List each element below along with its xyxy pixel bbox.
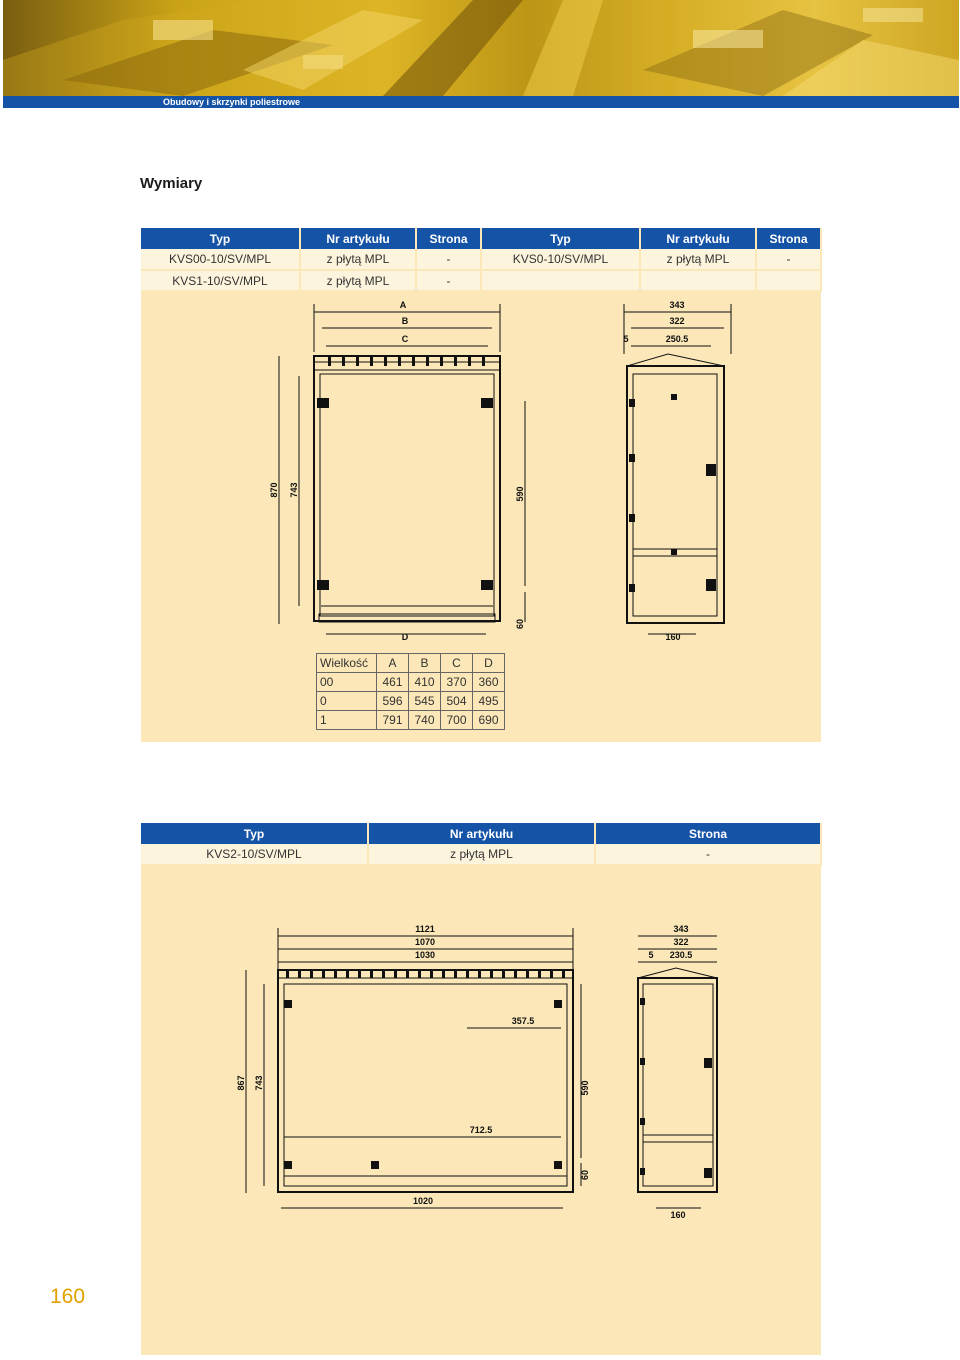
header-strip	[3, 96, 959, 108]
table-cell	[640, 270, 756, 291]
dim-label: 712.5	[469, 1125, 493, 1135]
table-cell: 0	[317, 692, 377, 711]
table-cell: 690	[473, 711, 505, 730]
table-cell: 596	[377, 692, 409, 711]
page-number: 160	[50, 1285, 86, 1308]
table-cell: 504	[441, 692, 473, 711]
panel-kvs2	[141, 823, 821, 1355]
dim-label: 322	[669, 316, 685, 326]
panel-kvs-small	[141, 228, 821, 742]
table-cell: 410	[409, 673, 441, 692]
col-header: Nr artykułu	[640, 228, 756, 249]
dim-label: 343	[669, 300, 685, 310]
col-header: Nr artykułu	[368, 823, 595, 844]
col-header: Typ	[481, 228, 640, 249]
technical-drawing-1	[141, 294, 821, 644]
table-row	[317, 711, 505, 730]
dim-label: 590	[515, 486, 525, 502]
col-header: Strona	[756, 228, 821, 249]
header-banner-image	[3, 0, 959, 96]
dim-label: 343	[673, 924, 689, 934]
table-cell: z płytą MPL	[368, 844, 595, 865]
table-cell: 00	[317, 673, 377, 692]
col-header: Strona	[416, 228, 481, 249]
dim-label: D	[401, 632, 409, 642]
table-cell: Wielkość	[317, 654, 377, 673]
table-cell: 791	[377, 711, 409, 730]
table-cell: -	[595, 844, 821, 865]
table-cell: z płytą MPL	[300, 270, 416, 291]
dim-label: 160	[665, 632, 681, 642]
table-cell: 545	[409, 692, 441, 711]
dim-label: 160	[670, 1210, 686, 1220]
dim-label: 230.5	[669, 950, 693, 960]
dim-label: A	[399, 300, 407, 310]
dim-label: 1121	[415, 924, 435, 934]
table-cell: D	[473, 654, 505, 673]
table-cell: KVS2-10/SV/MPL	[141, 844, 368, 865]
header-category: Obudowy i skrzynki poliestrowe	[163, 97, 301, 107]
dim-label: 1020	[412, 1196, 434, 1206]
table-header-row	[317, 654, 505, 673]
dim-label: B	[401, 316, 409, 326]
table-cell: 495	[473, 692, 505, 711]
table-cell: B	[409, 654, 441, 673]
dim-label: 743	[254, 1075, 264, 1091]
spec-table-1	[141, 228, 822, 292]
dim-label: 743	[289, 482, 299, 498]
dim-label: 5	[648, 950, 654, 960]
col-header: Strona	[595, 823, 821, 844]
dim-label: 357.5	[511, 1016, 535, 1026]
dim-label: 60	[580, 1169, 590, 1181]
page-title: Wymiary	[140, 175, 203, 192]
table-row	[141, 249, 821, 270]
technical-drawing-2	[141, 918, 821, 1228]
table-cell	[481, 270, 640, 291]
table-cell: KVS1-10/SV/MPL	[141, 270, 300, 291]
dim-label: 867	[236, 1075, 246, 1091]
table-cell: KVS00-10/SV/MPL	[141, 249, 300, 270]
table-row	[141, 270, 821, 291]
table-cell: 740	[409, 711, 441, 730]
col-header: Typ	[141, 228, 300, 249]
table-cell: 461	[377, 673, 409, 692]
table-header-row	[141, 823, 821, 844]
table-cell	[756, 270, 821, 291]
table-row	[317, 692, 505, 711]
dim-label: 60	[515, 618, 525, 630]
dim-label: 5	[623, 334, 629, 344]
col-header: Typ	[141, 823, 368, 844]
spec-table-2	[141, 823, 822, 866]
table-row	[317, 673, 505, 692]
dim-label: 322	[673, 937, 689, 947]
table-cell: 370	[441, 673, 473, 692]
dim-label: 250.5	[665, 334, 689, 344]
dimensions-table	[316, 653, 505, 730]
col-header: Nr artykułu	[300, 228, 416, 249]
table-cell: z płytą MPL	[300, 249, 416, 270]
table-cell: z płytą MPL	[640, 249, 756, 270]
table-cell: -	[756, 249, 821, 270]
dim-label: 870	[269, 482, 279, 498]
dim-label: 1070	[414, 937, 436, 947]
table-cell: 1	[317, 711, 377, 730]
table-cell: 700	[441, 711, 473, 730]
table-cell: A	[377, 654, 409, 673]
table-row	[141, 844, 821, 865]
table-cell: 360	[473, 673, 505, 692]
dim-label: 1030	[414, 950, 436, 960]
table-cell: KVS0-10/SV/MPL	[481, 249, 640, 270]
dim-label: 590	[580, 1080, 590, 1096]
table-cell: -	[416, 270, 481, 291]
table-header-row	[141, 228, 821, 249]
dim-label: C	[401, 334, 409, 344]
table-cell: -	[416, 249, 481, 270]
table-cell: C	[441, 654, 473, 673]
